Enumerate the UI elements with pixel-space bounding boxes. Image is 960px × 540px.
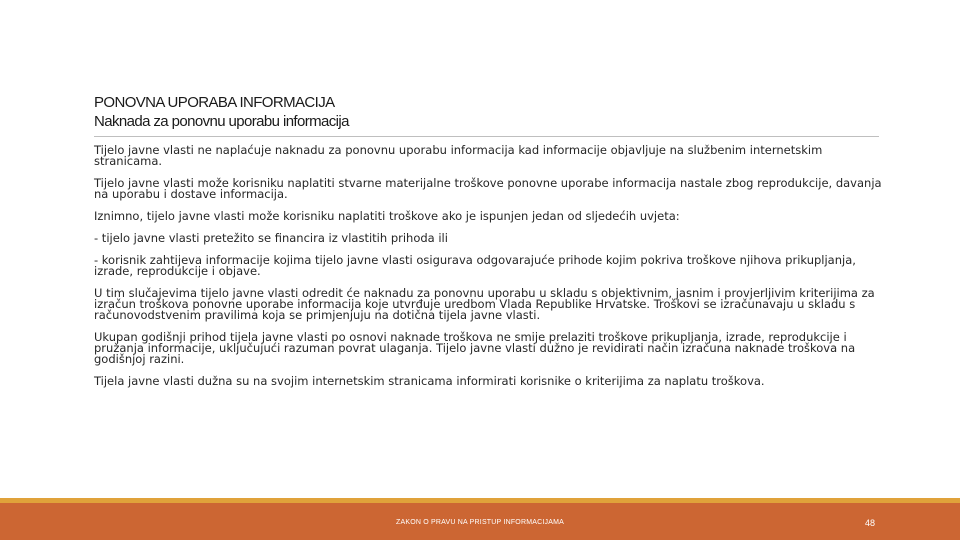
paragraph: Tijelo javne vlasti ne naplaćuje naknadu za ponovnu uporabu informacija kad informacije objavljuje na službenim internetskim stranicama. (94, 143, 823, 168)
list-item: - korisnik zahtijeva informacije kojima tijelo javne vlasti osigurava odgovarajuće prihode kojim pokriva troškove njihova prikupljanja, izrade, reprodukcije i objave. (94, 253, 856, 278)
list-item: - tijelo javne vlasti pretežito se financira iz vlastitih prihoda ili (94, 231, 448, 245)
slide-body (94, 145, 884, 398)
footer-bar (0, 503, 960, 540)
page-number: 48 (864, 518, 875, 528)
title-divider (94, 136, 879, 137)
slide-title: PONOVNA UPORABA INFORMACIJA (94, 94, 335, 111)
slide-subtitle: Naknada za ponovnu uporabu informacija (94, 113, 349, 130)
title-block (94, 93, 884, 131)
footer-text: ZAKON O PRAVU NA PRISTUP INFORMACIJAMA (396, 519, 564, 526)
paragraph: Ukupan godišnji prihod tijela javne vlasti po osnovi naknade troškova ne smije prelaziti troškove prikupljanja, izrade, reprodukcije i pružanja informacije, uključujući razuman povrat ulaganja. Tijelo javne vlasti dužno je revidirati način izračuna naknade troškova na godišnjoj razini. (94, 330, 856, 366)
paragraph: Tijela javne vlasti dužna su na svojim internetskim stranicama informirati korisnike o kriterijima za naplatu troškova. (94, 374, 765, 388)
paragraph: Iznimno, tijelo javne vlasti može korisniku naplatiti troškove ako je ispunjen jedan od sljedećih uvjeta: (94, 209, 680, 223)
paragraph: Tijelo javne vlasti može korisniku naplatiti stvarne materijalne troškove ponovne uporabe informacija nastale zbog reprodukcije, davanja na uporabu i dostave informacija. (94, 176, 882, 201)
paragraph: U tim slučajevima tijelo javne vlasti odredit će naknadu za ponovnu uporabu u skladu s objektivnim, jasnim i provjerljivim kriterijima za izračun troškova ponovne uporabe informacija koje utvrđuje uredbom Vlada Republike Hrvatske. Troškovi se izračunavaju u skladu s računovodstvenim pravilima koja se primjenjuju na dotična tijela javne vlasti. (94, 286, 875, 322)
